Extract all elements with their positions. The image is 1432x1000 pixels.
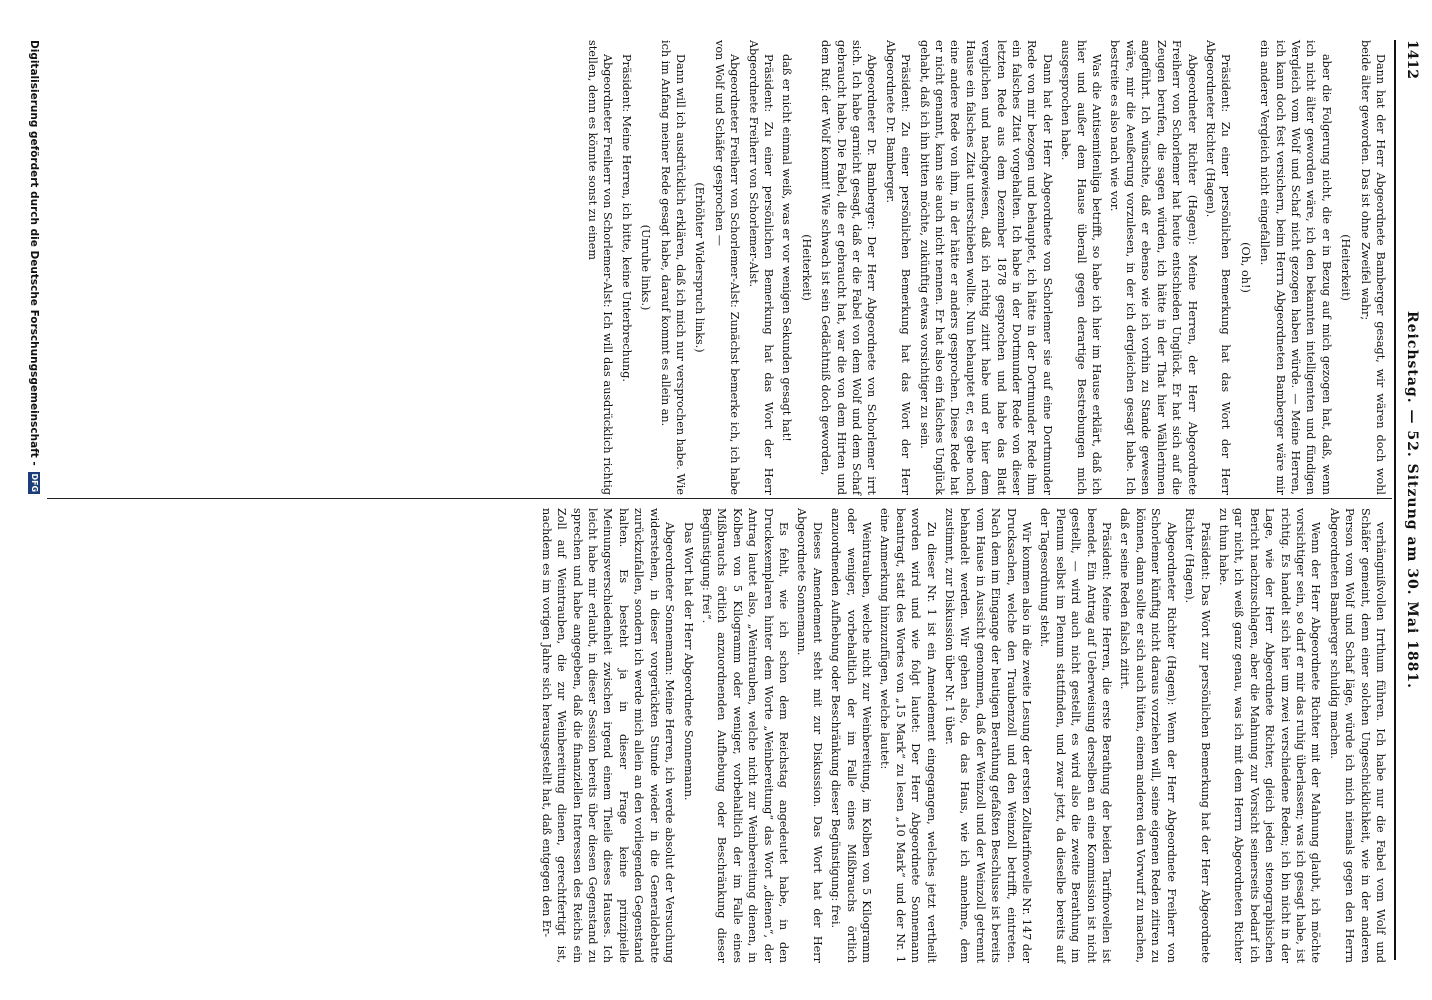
paragraph: Präsident: Meine Herren, die erste Berathung der beiden Tarifnovellen ist beendet. Ein Antrag auf Ueberweisung derselben an eine Kommission ist nicht gestellt, — wird auch nicht gestellt, es wird also die zweite Berathung im Plenum selbst im Plenum stattfinden, und zwar jetzt, da dieselbe bereits auf der Tagesordnung steht. bbox=[1038, 508, 1114, 963]
page-title: Reichstag. — 52. Sitzung am 30. Mai 1881. bbox=[1404, 310, 1420, 690]
paragraph: Präsident: Zu einer persönlichen Bemerkung hat das Wort der Herr Abgeordnete Freiherr von Schorlemer-Alst. bbox=[746, 40, 775, 495]
paragraph: Wenn der Herr Abgeordnete Richter mit der Mahnung glaubt, ich möchte vorsichtiger sein, so darf er mir das ruhig überlassen; was ich gesagt habe, ist richtig. Es handelt sich hier um zwei verschiedene Reden; ich bin nicht in der Lage, wie der Herr Abgeordnete Richter, gleich jeden stenographischen Bericht nachzuschlagen, aber die Mahnung zur Vorsicht seinerseits bedarf ich gar nicht, ich weiß ganz genau, was ich mit dem Herrn Abgeordneten Richter zu thun habe. bbox=[1216, 508, 1323, 963]
page-number: 1412 bbox=[1404, 40, 1420, 79]
paragraph: Abgeordneter Richter (Hagen): Meine Herren, der Herr Abgeordnete Freiherr von Schorlemer hat heute entschieden Unglück. Er hat sich auf die Zeugen berufen, die sagen würden, ich hätte in der That hier Wählerinnen angeführt. Ich wünschte, daß er ebenso wie ich vorhin zu Stande gewesen wäre, mir die Aeußerung vorzulesen, in der ich dergleichen gesagt habe. Ich bestreite es also nach wie vor. bbox=[1108, 40, 1199, 495]
paragraph: Dann hat der Herr Abgeordnete Bamberger gesagt, wir wären doch wohl beide älter geworden. Das ist ohne Zweifel wahr; bbox=[1358, 40, 1387, 495]
footer-text: Digitalisierung gefördert durch die Deutsche Forschungsgemeinschaft - bbox=[28, 40, 40, 466]
paragraph: Dieses Amendement steht mit zur Diskussion. Das Wort hat der Herr Abgeordnete Sonnemann. bbox=[795, 508, 824, 963]
paragraph: Abgeordneter Dr. Bamberger: Der Herr Abgeordnete von Schorlemer irrt sich. Ich habe garnicht gesagt, daß er die Fabel von dem Wolf und dem Schaf gebraucht habe. Die Fabel, die er gebraucht hat, war die von dem Hirten und dem Ruf: der Wolf kommt! Wie schwach ist sein Gedächtniß doch geworden, bbox=[819, 40, 879, 495]
interjection: (Heiterkeit) bbox=[1339, 234, 1353, 301]
paragraph: Dann hat der Herr Abgeordnete von Schorlemer sie auf eine Dortmunder Rede von mir bezogen und behauptet, ich hätte in der Dortmunder Rede ihm ein falsches Zitat vorgehalten. Ich habe in der Dortmunder Rede von dieser letzten Rede aus dem Dezember 1878 gesprochen und habe das Blatt verglichen und nachgewiesen, daß ich richtig zitirt habe und er hier dem Hause ein falsches Zitat unterschieben wollte. Nun behauptet er, es gebe noch eine andere Rede von ihm, in der hätte er anders gesprochen. Diese Rede hat er nicht genannt, kann sie auch nicht nennen. Er hat also ein falsches Unglück gehabt, daß ich ihn bitten möchte, zukünftig etwas vorsichtiger zu sein. bbox=[917, 40, 1054, 495]
paragraph: daß er nicht einmal weiß, was er vor wenigen Sekunden gesagt hat! bbox=[780, 54, 794, 442]
paragraph: Abgeordneter Richter (Hagen): Wenn der Herr Abgeordnete Freiherr von Schorlemer künftig nicht daraus vorziehen will, seine eigenen Reden zitiren zu können, dann sollte er sich auch hüten, einem anderen den Vorwurf zu machen, daß er seine Reden falsch zitirt. bbox=[1118, 508, 1178, 963]
paragraph: Präsident: Zu einer persönlichen Bemerkung hat das Wort der Herr Abgeordnete Dr. Bamberger. bbox=[883, 40, 913, 495]
paragraph: Abgeordneter Freiherr von Schorlemer-Alst: Zunächst bemerke ich, ich habe von Wolf und Schäfer gesprochen — bbox=[712, 40, 742, 495]
footer-credit bbox=[28, 40, 40, 960]
paragraph: Präsident: Meine Herren, ich bitte, keine Unterbrechung. bbox=[619, 54, 633, 382]
interjection: (Heiterkeit) bbox=[799, 234, 813, 301]
paragraph: Zu dieser Nr. 1 ist ein Amendement eingegangen, welches jetzt vertheilt worden wird und wie folgt lautet: Der Herr Abgeordnete Sonnemann beantragt, statt des Wortes von „15 Mark“ zu lesen „10 Mark“ und der Nr. 1 eine Anmerkung hinzuzufügen, welche lautet: bbox=[878, 508, 938, 963]
paragraph: Präsident: Zu einer persönlichen Bemerkung hat das Wort der Herr Abgeordneter Richter (Hagen). bbox=[1203, 40, 1233, 495]
paragraph: Abgeordneter Sonnemann: Meine Herren, ich werde absolut der Versuchung widerstehen, in dieser vorgerückten Stunde wieder in die Generaldebatte zurückzufallen, sondern ich werde mich allein an den vorliegenden Gegenstand halten. Es besteht ja in dieser Frage keine prinzipielle Meinungsverschiedenheit zwischen irgend einem Theile dieses Hauses. Ich leicht habe mir erlaubt, in dieser Session bereits über diesen Gegenstand zu sprechen und habe angegeben, daß die finanziellen Interessen des Reichs ein Zoll auf Weintrauben, die zur Weinbereitung dienen, gerechtfertigt ist, nachdem es im vorigen Jahre sich herausgestellt hat, daß entgegen den Er- bbox=[539, 508, 677, 963]
paragraph: Abgeordneter Freiherr von Schorlemer-Alst: Ich will das ausdrücklich richtig stellen, denn es könnte sonst zu einem bbox=[585, 40, 615, 495]
paragraph: Präsident: Das Wort zur persönlichen Bemerkung hat der Herr Abgeordnete Richter (Hagen). bbox=[1183, 508, 1212, 963]
paragraph: Es fehlt, wie ich schon dem Reichstag angedeutet habe, in den Druckexemplaren hinter dem Worte „Weinbereitung“ das Wort „dienen“, der Antrag lautet also, „Weintrauben, welche nicht zur Weinbereitung dienen, in Kolben von 5 Kilogramm oder weniger, vorbehaltlich der im Falle eines Mißbrauchs örtlich anzuordnenden Aufhebung oder Beschränkung dieser Begünstigung: frei“. bbox=[699, 508, 790, 963]
page-header bbox=[1400, 40, 1424, 960]
paragraph: Was die Antisemitenliga betrifft, so habe ich hier im Hause erklärt, daß ich hier und außer dem Hause überall gegen derartige Bestrebungen mich ausgesprochen habe. bbox=[1059, 40, 1104, 495]
header-rule bbox=[1394, 40, 1396, 960]
paragraph: Wir kommen also in die zweite Lesung der ersten Zolltarifnovelle Nr. 147 der Drucksachen, welche den Traubenzoll und den Weinzoll betrifft, eintreten. Nach dem im Eingange der heutigen Berathung gefaßten Beschlusse ist bereits vom Hause in Aussicht genommen, daß der Weinzoll und der Weinzoll getrennt behandelt werden. Wir gehen also, da das Haus, wie ich annehme, dem zustimmt, zur Diskussion über Nr. 1 über. bbox=[943, 508, 1034, 963]
paragraph: aber die Folgerung nicht, die er in Bezug auf mich gezogen hat, daß, wenn ich nicht älter geworden wäre, ich den bekannten intelligenten und fündigen Vergleich vom Wolf und Schaf nicht gezogen haben würde. — Meine Herren, ich kann doch fest versichern, beim Herrn Abgeordneten Bamberger wäre mir ein anderer Vergleich nicht eingefallen. bbox=[1258, 40, 1333, 495]
paragraph: Das Wort hat der Herr Abgeordnete Sonnemann. bbox=[681, 522, 695, 801]
left-column bbox=[582, 40, 1389, 495]
right-column bbox=[535, 508, 1388, 963]
interjection: (Oh, oh!) bbox=[1238, 242, 1252, 293]
interjection: (Erhöhter Widerspruch links.) bbox=[693, 182, 707, 353]
paragraph: verhängnißvollen Irrthum führen. Ich habe nur die Fabel vom Wolf und Schäfer gemeint, denn einer solchen Ungeschicklichkeit, wie in der anderen Person vom Wolf und Schaf läge, würde ich mich niemals gegen den Herrn Abgeordneten Bamberger schuldig machen. bbox=[1327, 508, 1387, 963]
dfg-logo: DFG bbox=[30, 473, 39, 493]
interjection: (Unruhe links.) bbox=[639, 224, 653, 311]
paragraph: Dann will ich ausdrücklich erklären, daß ich mich nur versprochen habe. Wie ich im Anfang meiner Rede gesagt habe, darauf kommt es allein an. bbox=[658, 40, 687, 495]
paragraph: Weintrauben, welche nicht zur Weinbereitung, im Kolben von 5 Kilogramm oder weniger, vorbehaltlich der im Falle eines Mißbrauchs örtlich anzuordnenden Aufhebung oder Beschränkung dieser Begünstigung: frei. bbox=[829, 508, 873, 963]
column-divider bbox=[47, 498, 1392, 499]
